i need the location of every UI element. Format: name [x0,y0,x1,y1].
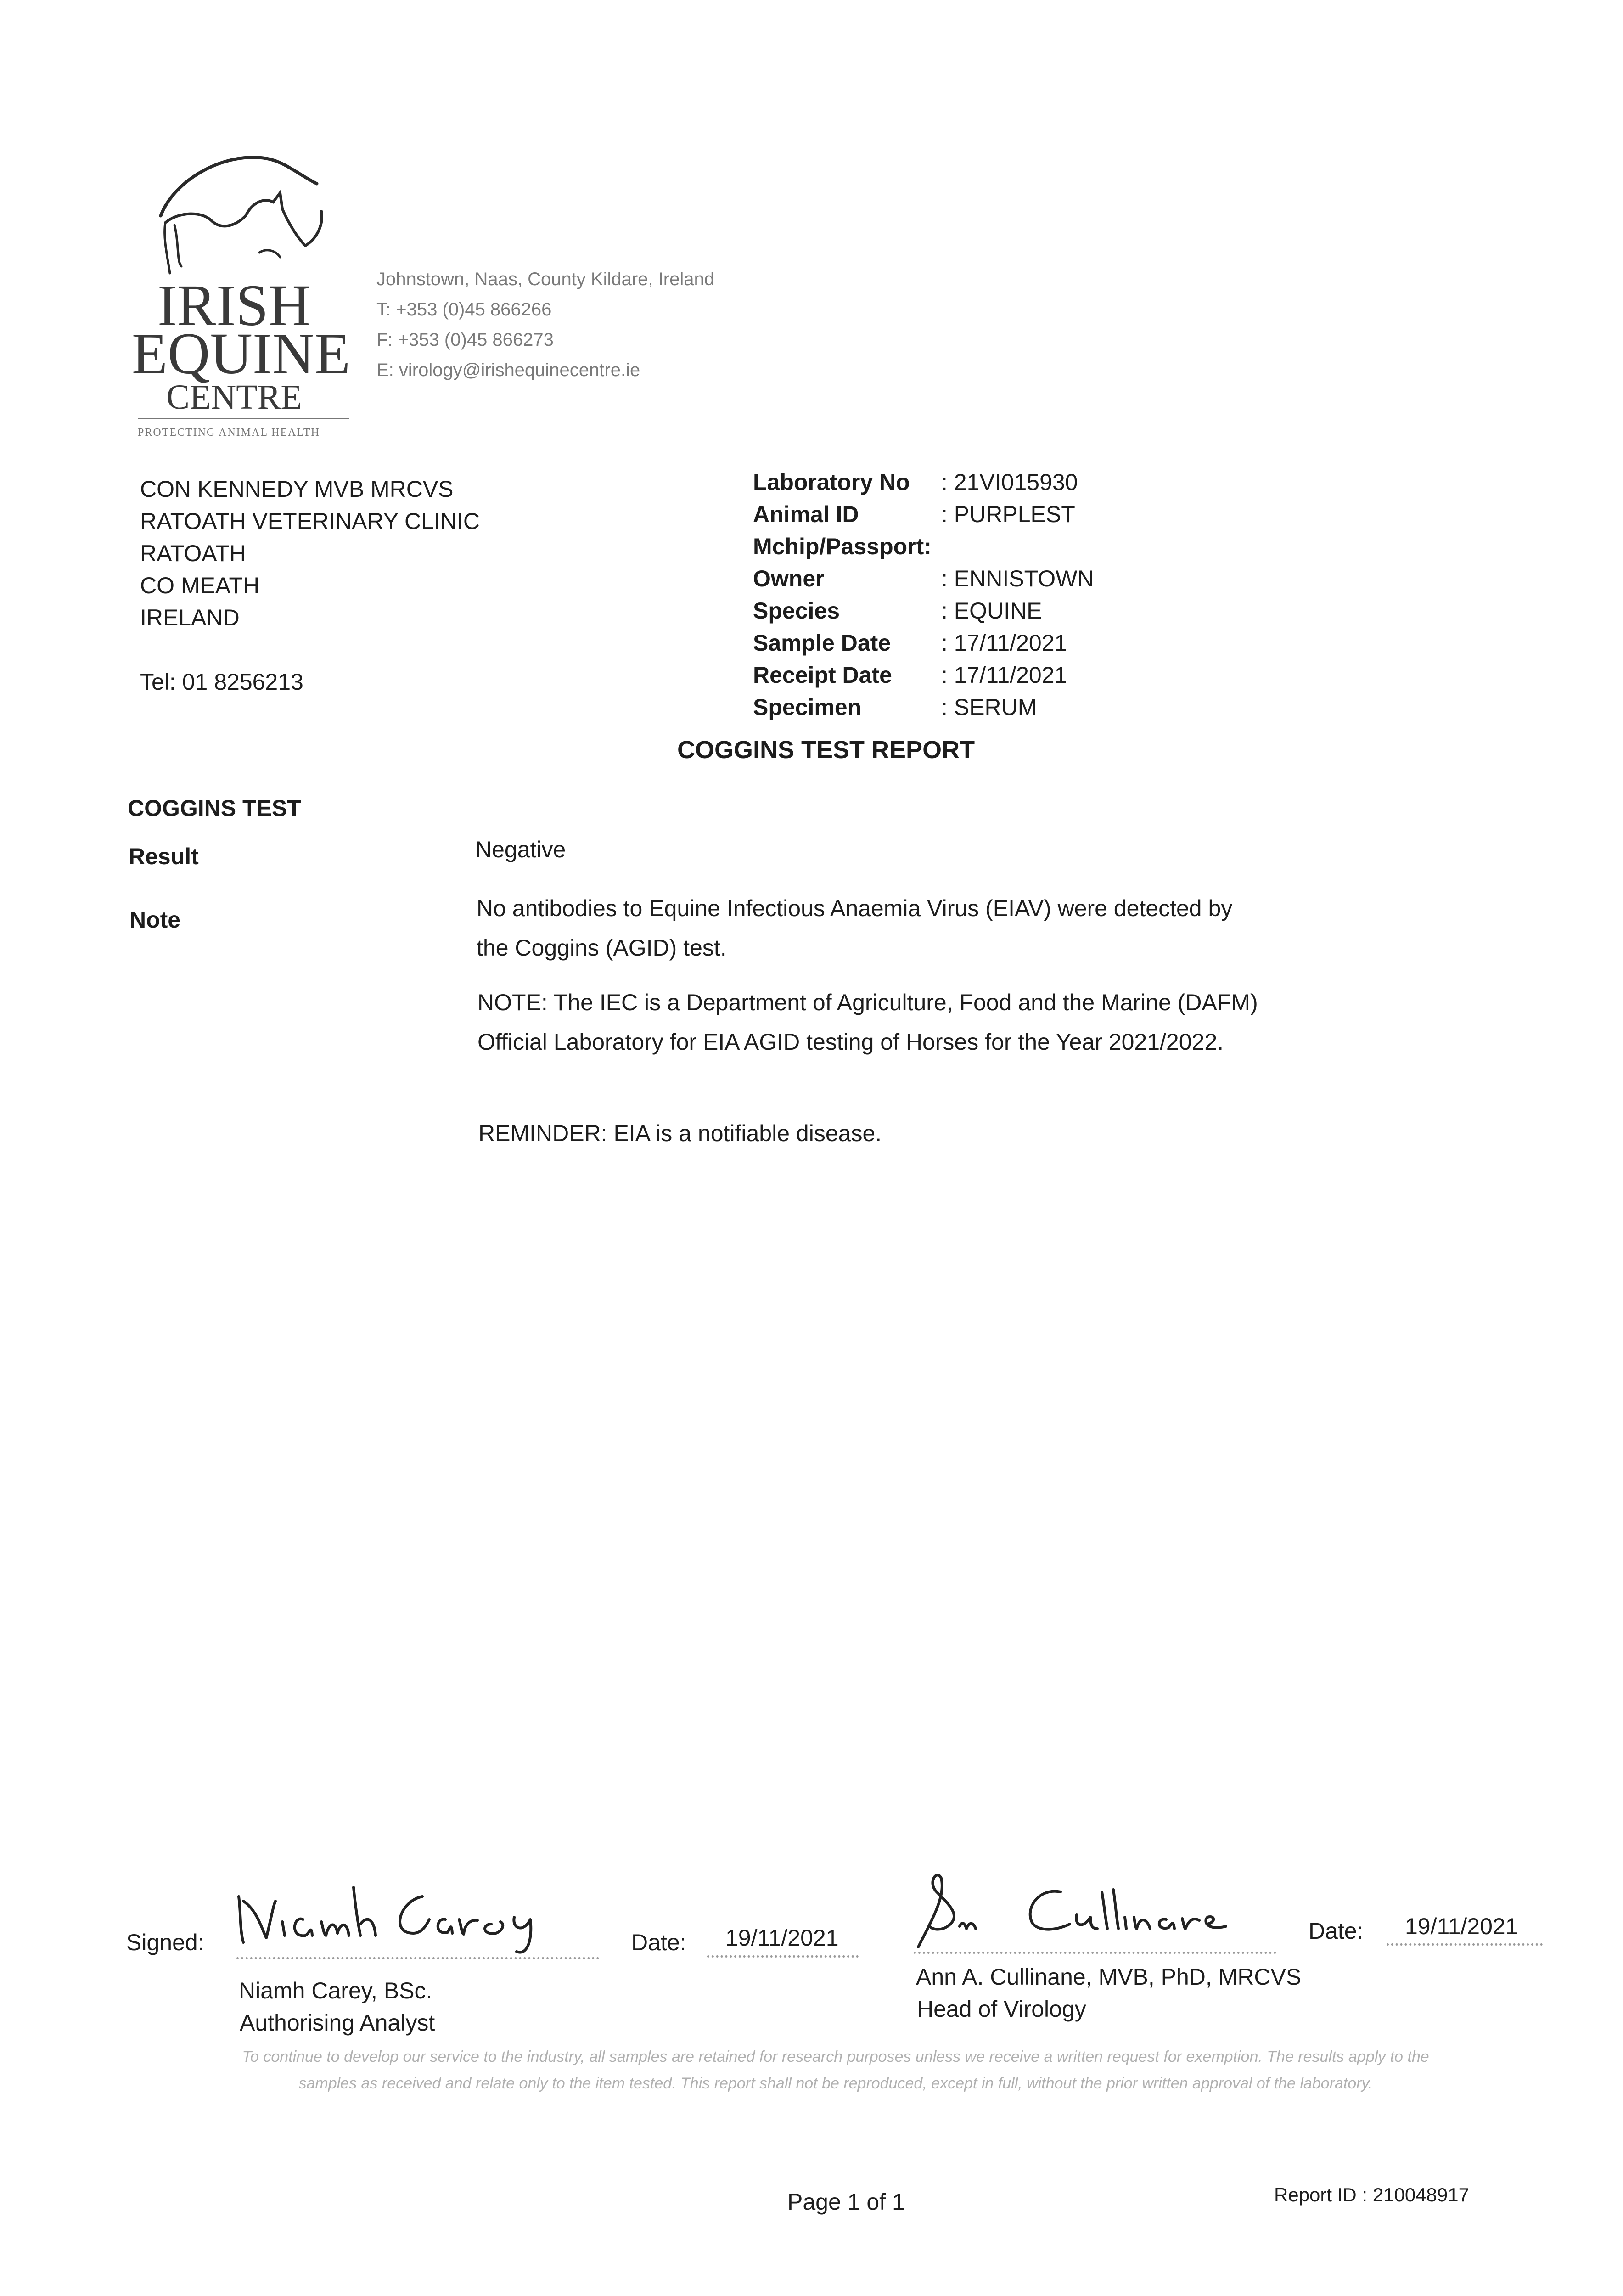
analyst-signature [230,1869,551,1963]
detail-value: : 17/11/2021 [941,662,1067,688]
note-label: Note [129,907,181,933]
report-title: COGGINS TEST REPORT [677,736,975,764]
test-heading: COGGINS TEST [128,795,301,821]
detail-value: : 21VI015930 [941,469,1078,495]
head-signature-line [914,1952,1276,1954]
detail-row-laboratory-no [753,466,1094,498]
recipient-line: CO MEATH [140,573,260,598]
head-date-line [1387,1943,1543,1946]
recipient-line: IRELAND [140,605,240,630]
detail-label: Species [753,598,840,624]
head-date: 19/11/2021 [1405,1913,1518,1939]
detail-label: Owner [753,566,825,591]
recipient-line: CON KENNEDY MVB MRCVS [140,476,454,502]
logo-wordmark-centre: CENTRE [166,378,302,416]
lab-address: Johnstown, Naas, County Kildare, Ireland [376,269,714,289]
detail-row-species [753,595,1094,627]
analyst-signature-line [236,1957,599,1959]
report-id: Report ID : 210048917 [1274,2184,1469,2206]
result-value: Negative [475,837,566,862]
detail-row-specimen [753,691,1094,723]
disclaimer-text: To continue to develop our service to the industry, all samples are retained for research purposes unless we receive a written request for exemption. The results apply to the samples as received and relate only to the item tested. This report shall not be reproduced, except in full, without the prior written approval of the laboratory. [242,2048,1429,2092]
detail-label: Sample Date [753,630,891,656]
detail-row-owner [753,563,1094,595]
recipient-line: RATOATH VETERINARY CLINIC [140,508,480,534]
horse-logo-icon [147,147,340,282]
lab-email: E: virology@irishequinecentre.ie [376,360,640,380]
head-date-label: Date: [1309,1918,1364,1944]
lab-fax: F: +353 (0)45 866273 [376,330,554,350]
detail-label: Mchip/Passport: [753,534,932,559]
recipient-line: RATOATH [140,540,246,566]
note-paragraph: NOTE: The IEC is a Department of Agriculture, Food and the Marine (DAFM) Official Laboratory for EIA AGID testing of Horses for the Year 2021/2022. [477,990,1258,1055]
detail-value: : EQUINE [941,598,1042,624]
detail-row-sample-date [753,627,1094,659]
note-paragraph: REMINDER: EIA is a notifiable disease. [478,1120,882,1146]
detail-value: : SERUM [941,694,1037,720]
recipient-tel: Tel: 01 8256213 [140,669,303,695]
logo-wordmark-irish: IRISH [157,273,311,338]
detail-value: : 17/11/2021 [941,630,1067,656]
detail-row-animal-id [753,498,1094,530]
analyst-date-label: Date: [631,1930,686,1955]
detail-label: Receipt Date [753,662,892,688]
analyst-title: Authorising Analyst [240,2010,435,2036]
analyst-date-line [707,1955,859,1958]
recipient-address [140,473,480,634]
detail-row-receipt-date [753,659,1094,691]
detail-label: Laboratory No [753,469,910,495]
detail-row-mchip-passport [753,530,1094,563]
detail-value: : ENNISTOWN [941,566,1094,591]
sample-details [753,466,1094,723]
logo-divider [138,418,349,419]
result-label: Result [129,844,199,869]
page-number: Page 1 of 1 [787,2189,905,2215]
head-signature [909,1864,1267,1958]
head-title: Head of Virology [917,1996,1086,2022]
detail-value: : PURPLEST [941,501,1075,527]
head-name: Ann A. Cullinane, MVB, PhD, MRCVS [916,1964,1302,1990]
detail-label: Specimen [753,694,862,720]
logo-wordmark-equine: EQUINE [131,321,351,386]
lab-phone: T: +353 (0)45 866266 [376,299,552,320]
analyst-date: 19/11/2021 [725,1925,839,1951]
signed-label: Signed: [126,1930,204,1955]
logo-tagline: PROTECTING ANIMAL HEALTH [138,427,320,439]
note-paragraph: No antibodies to Equine Infectious Anaemia Virus (EIAV) were detected by the Coggins (AGID) test. [477,895,1233,961]
analyst-name: Niamh Carey, BSc. [239,1978,432,2003]
detail-label: Animal ID [753,501,859,527]
contact-block [376,264,714,385]
